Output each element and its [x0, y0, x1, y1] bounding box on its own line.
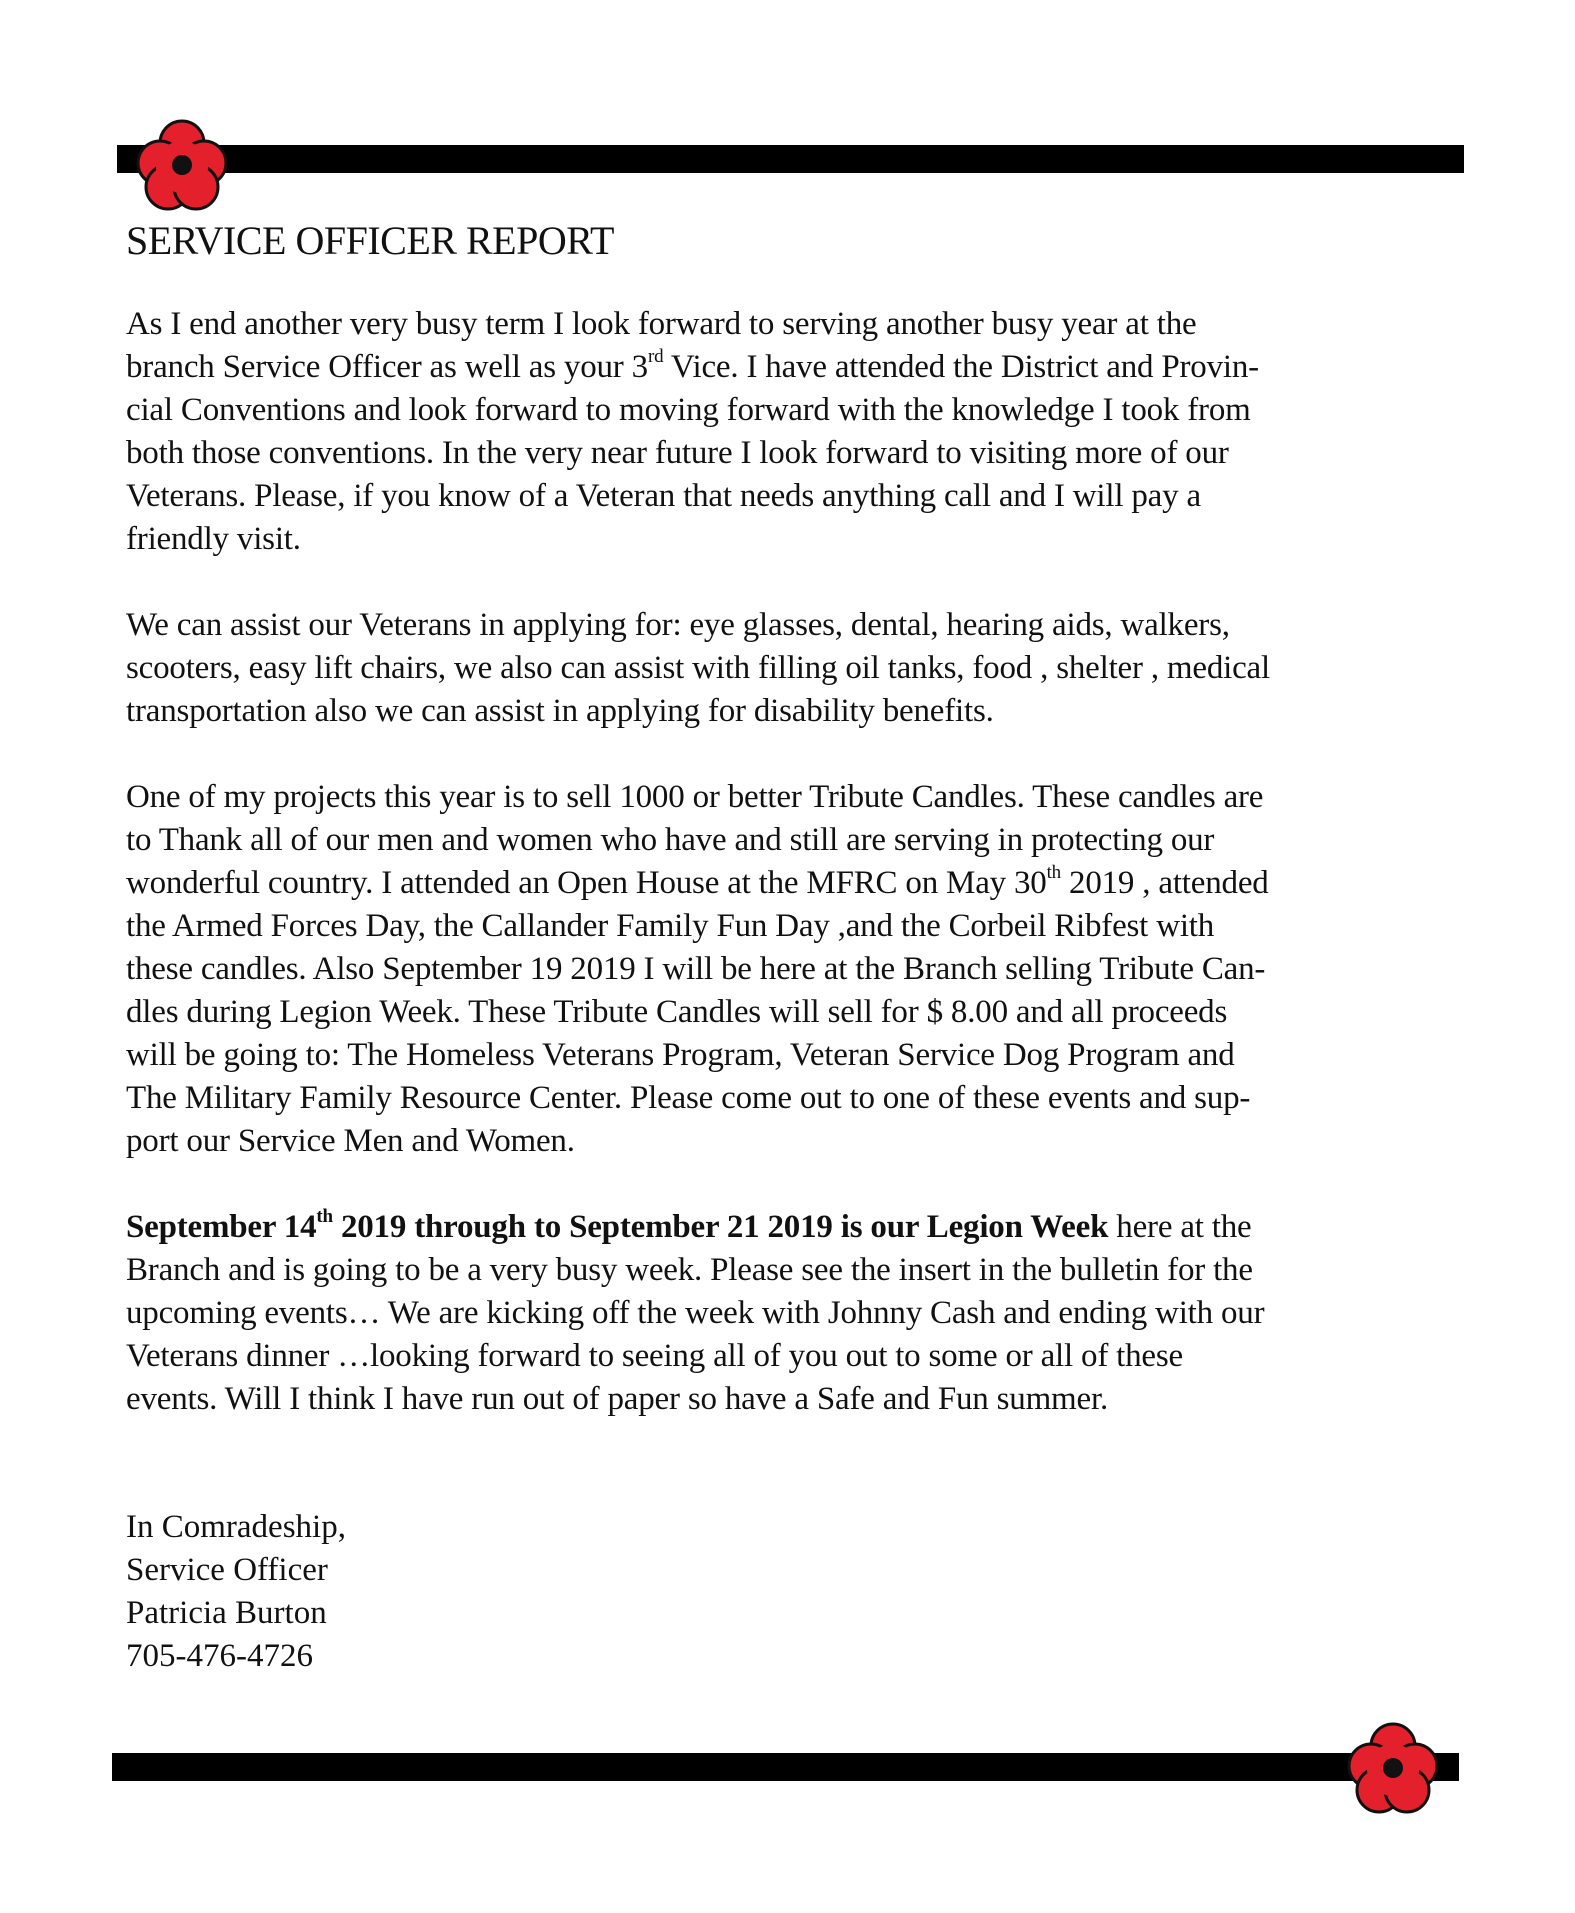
- paragraph-tribute-candles: [126, 776, 1466, 1163]
- signer-name: Patricia Burton: [126, 1595, 327, 1631]
- text-line: to Thank all of our men and women who have and still are serving in protecting our: [126, 822, 1215, 858]
- superscript: rd: [647, 346, 664, 367]
- text-line: [126, 346, 1466, 389]
- text-line: [126, 1206, 1466, 1249]
- text-line: transportation also we can assist in applying for disability benefits.: [126, 693, 994, 729]
- text-line: upcoming events… We are kicking off the week with Johnny Cash and ending with our: [126, 1295, 1265, 1331]
- text-line: these candles. Also September 19 2019 I will be here at the Branch selling Tribute Can-: [126, 951, 1266, 987]
- text-line: friendly visit.: [126, 521, 301, 557]
- bottom-divider-bar: [112, 1753, 1459, 1781]
- signer-role: Service Officer: [126, 1552, 328, 1588]
- bold-text: September 14: [126, 1209, 317, 1245]
- paragraph-assistance: [126, 604, 1466, 733]
- text-line: both those conventions. In the very near future I look forward to visiting more of our: [126, 435, 1229, 471]
- superscript: th: [316, 1206, 333, 1227]
- text-span: Vice. I have attended the District and Provin-: [663, 349, 1259, 385]
- paragraph-legion-week: [126, 1206, 1466, 1421]
- top-divider-bar: [117, 145, 1464, 173]
- text-line: the Armed Forces Day, the Callander Family Fun Day ,and the Corbeil Ribfest with: [126, 908, 1215, 944]
- signature-block: [126, 1506, 1466, 1678]
- text-line: Branch and is going to be a very busy week. Please see the insert in the bulletin for the: [126, 1252, 1253, 1288]
- text-line: One of my projects this year is to sell 1000 or better Tribute Candles. These candles are: [126, 779, 1264, 815]
- text-span: branch Service Officer as well as your 3: [126, 349, 648, 385]
- report-title: SERVICE OFFICER REPORT: [126, 218, 614, 263]
- text-line: [126, 862, 1466, 905]
- superscript: th: [1046, 862, 1061, 883]
- text-line: cial Conventions and look forward to moving forward with the knowledge I took from: [126, 392, 1251, 428]
- report-body: [126, 215, 1466, 1678]
- text-span: here at the: [1108, 1209, 1252, 1245]
- text-line: The Military Family Resource Center. Please come out to one of these events and sup-: [126, 1080, 1251, 1116]
- poppy-icon: [1343, 1718, 1443, 1818]
- text-line: events. Will I think I have run out of paper so have a Safe and Fun summer.: [126, 1381, 1108, 1417]
- text-line: will be going to: The Homeless Veterans Program, Veteran Service Dog Program and: [126, 1037, 1235, 1073]
- bold-text: 2019 through to September 21 2019 is our Legion Week: [332, 1209, 1109, 1245]
- text-span: wonderful country. I attended an Open House at the MFRC on May 30: [126, 865, 1047, 901]
- text-line: Veterans. Please, if you know of a Veteran that needs anything call and I will pay a: [126, 478, 1201, 514]
- text-line: dles during Legion Week. These Tribute Candles will sell for $ 8.00 and all proceeds: [126, 994, 1228, 1030]
- paragraph-intro: [126, 303, 1466, 561]
- phone-number: 705-476-4726: [126, 1638, 313, 1674]
- text-span: 2019 , attended: [1060, 865, 1269, 901]
- poppy-icon: [132, 115, 232, 215]
- text-line: Veterans dinner …looking forward to seeing all of you out to some or all of these: [126, 1338, 1183, 1374]
- text-line: scooters, easy lift chairs, we also can assist with filling oil tanks, food , shelter , medical: [126, 650, 1270, 686]
- text-line: As I end another very busy term I look forward to serving another busy year at the: [126, 306, 1197, 342]
- text-line: We can assist our Veterans in applying for: eye glasses, dental, hearing aids, walkers,: [126, 607, 1230, 643]
- text-line: port our Service Men and Women.: [126, 1123, 575, 1159]
- salutation: In Comradeship,: [126, 1509, 346, 1545]
